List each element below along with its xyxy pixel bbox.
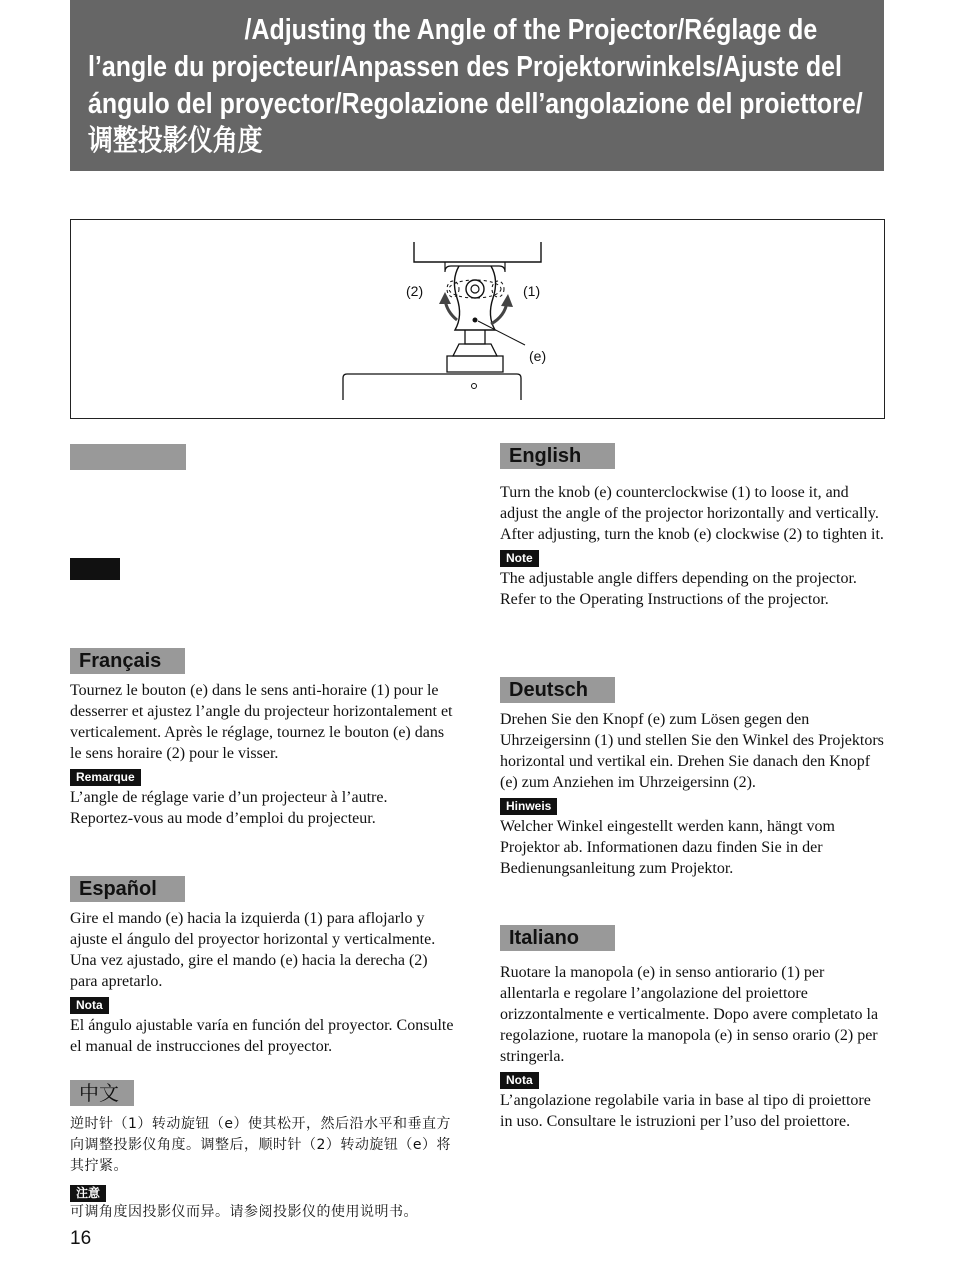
- note-text-italiano: L’angolazione regolabile varia in base al tipo di proiettore in uso. Consultare le istruzioni per l’uso del proiettore.: [500, 1092, 871, 1130]
- note-badge-deutsch: Hinweis: [500, 798, 557, 815]
- page-title-text: /Adjusting the Angle of the Projector/Réglage de l’angle du projecteur/Anpassen des Projektorwinkels/Ajuste del ángulo del proyector/Regolazione dell’angolazione del proiettore/调整投影仪角度: [88, 14, 863, 157]
- section-heading-italiano: Italiano: [500, 925, 615, 951]
- section-italiano: [500, 925, 884, 1132]
- section-chinese: [70, 1080, 454, 1223]
- section-heading-deutsch: Deutsch: [500, 677, 615, 703]
- figure-projector-mount: [70, 219, 885, 419]
- blank-heading-bar: [70, 444, 186, 470]
- figure-label-1: (1): [523, 283, 541, 299]
- page-title: [88, 12, 864, 160]
- title-banner: [70, 0, 884, 171]
- section-heading-espanol: Español: [70, 876, 185, 902]
- page-number: 16: [70, 1228, 92, 1249]
- section-body-francais: Tournez le bouton (e) dans le sens anti-horaire (1) pour le desserrer et ajustez l’angle du projecteur horizontalement et verticalement. Après le réglage, tournez le bouton (e) dans le sens horaire (2) pour le visser.: [70, 682, 453, 762]
- section-body-chinese: 逆时针（1）转动旋钮（e）使其松开，然后沿水平和垂直方向调整投影仪角度。调整后，顺时针（2）转动旋钮（e）将其拧紧。: [70, 1116, 452, 1174]
- section-heading-chinese: 中文: [70, 1080, 134, 1106]
- section-francais: [70, 648, 454, 829]
- mount-illustration: [71, 220, 886, 420]
- section-body-espanol: Gire el mando (e) hacia la izquierda (1) para aflojarlo y ajuste el ángulo del proyector horizontal y verticalmente. Una vez ajustado, gire el mando (e) hacia la derecha (2) para apretarlo.: [70, 910, 436, 990]
- section-espanol: [70, 876, 454, 1057]
- note-text-english: The adjustable angle differs depending on the projector. Refer to the Operating Instructions of the projector.: [500, 570, 857, 608]
- section-heading-francais: Français: [70, 648, 185, 674]
- note-text-espanol: El ángulo ajustable varía en función del proyector. Consulte el manual de instrucciones del proyector.: [70, 1017, 454, 1055]
- section-heading-english: English: [500, 443, 615, 469]
- note-badge-espanol: Nota: [70, 997, 109, 1014]
- note-text-francais: L’angle de réglage varie d’un projecteur à l’autre. Reportez-vous au mode d’emploi du projecteur.: [70, 789, 388, 827]
- figure-label-e: (e): [529, 348, 547, 364]
- section-body-italiano: Ruotare la manopola (e) in senso antiorario (1) per allentarla e regolare l’angolazione del proiettore orizzontalmente e verticalmente. Dopo avere completato la regolazione, ruotare la manopola (e) in senso orario (2) per stringerla.: [500, 964, 879, 1065]
- section-english: [500, 443, 884, 610]
- note-badge-chinese: 注意: [70, 1185, 106, 1202]
- section-deutsch: [500, 677, 884, 879]
- note-badge-english: Note: [500, 550, 539, 567]
- figure-label-2: (2): [406, 283, 424, 299]
- note-text-chinese: 可调角度因投影仪而异。请参阅投影仪的使用说明书。: [70, 1204, 418, 1220]
- blank-note-badge: [70, 558, 120, 580]
- note-badge-francais: Remarque: [70, 769, 141, 786]
- note-text-deutsch: Welcher Winkel eingestellt werden kann, hängt vom Projektor ab. Informationen dazu finden Sie in der Bedienungsanleitung zum Projektor.: [500, 818, 835, 877]
- note-badge-italiano: Nota: [500, 1072, 539, 1089]
- section-body-deutsch: Drehen Sie den Knopf (e) zum Lösen gegen den Uhrzeigersinn (1) und stellen Sie den Winkel des Projektors horizontal und vertikal ein. Drehen Sie danach den Knopf (e) zum Anziehen im Uhrzeigersinn (2).: [500, 711, 884, 791]
- section-body-english: Turn the knob (e) counterclockwise (1) to loose it, and adjust the angle of the projector horizontally and vertically. After adjusting, turn the knob (e) clockwise (2) to tighten it.: [500, 484, 884, 543]
